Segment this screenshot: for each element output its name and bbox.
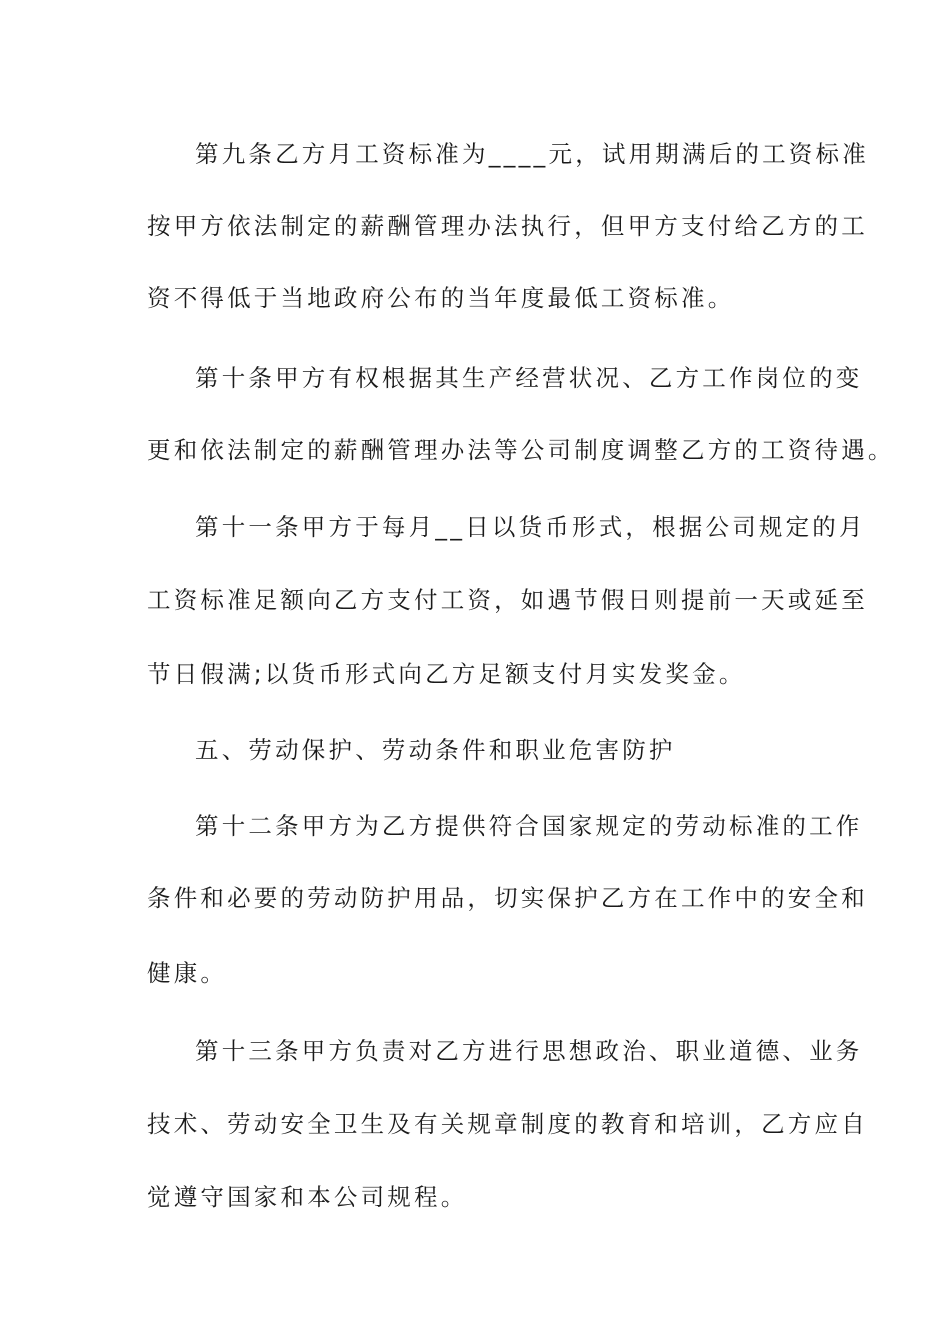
article-9-line-3: 资不得低于当地政府公布的当年度最低工资标准。 <box>147 284 735 312</box>
article-13-line-3: 觉遵守国家和本公司规程。 <box>147 1183 468 1211</box>
article-10-line-2: 更和依法制定的薪酬管理办法等公司制度调整乙方的工资待遇。 <box>147 436 895 464</box>
article-11-line-3: 节日假满;以货币形式向乙方足额支付月实发奖金。 <box>147 660 746 688</box>
article-12-line-2: 条件和必要的劳动防护用品，切实保护乙方在工作中的安全和 <box>147 884 868 912</box>
article-12-line-1: 第十二条甲方为乙方提供符合国家规定的劳动标准的工作 <box>195 812 863 840</box>
article-13-line-1: 第十三条甲方负责对乙方进行思想政治、职业道德、业务 <box>195 1037 863 1065</box>
article-11-line-2: 工资标准足额向乙方支付工资，如遇节假日则提前一天或延至 <box>147 586 868 614</box>
article-11-line-1: 第十一条甲方于每月__日以货币形式，根据公司规定的月 <box>195 513 866 541</box>
article-12-line-3: 健康。 <box>147 959 228 987</box>
article-13-line-2: 技术、劳动安全卫生及有关规章制度的教育和培训，乙方应自 <box>147 1110 868 1138</box>
section-5-heading: 五、劳动保护、劳动条件和职业危害防护 <box>195 736 676 764</box>
article-9-line-1: 第九条乙方月工资标准为____元，试用期满后的工资标准 <box>195 140 869 168</box>
article-9-line-2: 按甲方依法制定的薪酬管理办法执行，但甲方支付给乙方的工 <box>147 212 868 240</box>
article-10-line-1: 第十条甲方有权根据其生产经营状况、乙方工作岗位的变 <box>195 364 863 392</box>
